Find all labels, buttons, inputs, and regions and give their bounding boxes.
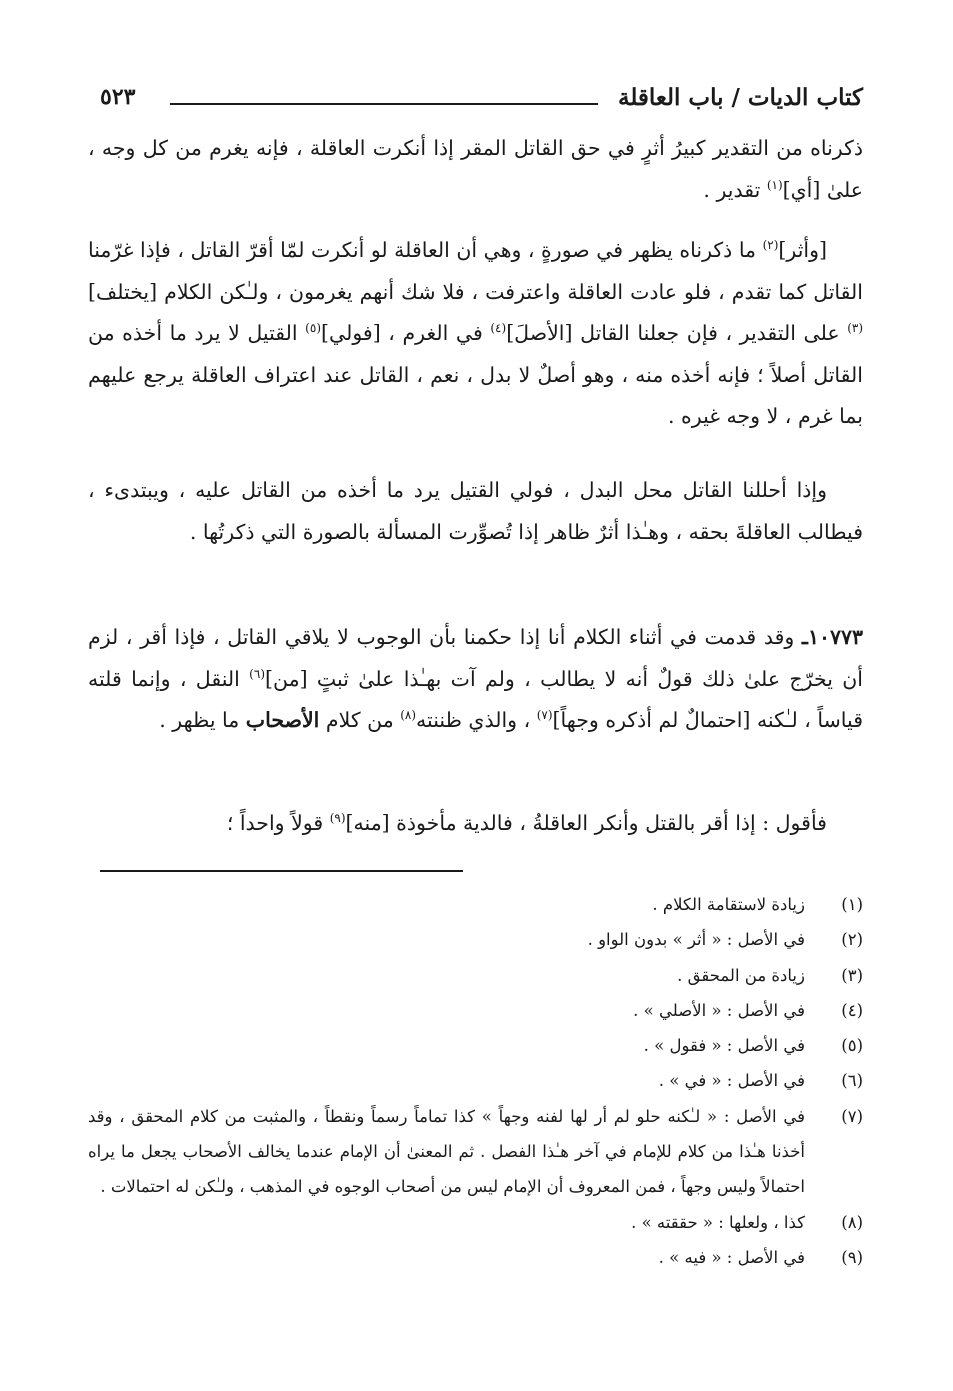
paragraph-2-text-b: ما ذكرناه يظهر في صورةٍ ، وهي أن العاقلة لو أنكرت لمّا أقرّ القاتل ، فإذا غرّمنا القاتل كما تقدم ، فلو عادت العاقلة واعترفت ، فلا شك أنهم يغرمون ، ولـٰكن الكلام [يختلف] <box>88 238 863 304</box>
footnotes <box>88 887 863 1275</box>
footnote-text: في الأصل : « الأصلي » . <box>633 1000 805 1020</box>
footnote-item <box>88 1063 863 1098</box>
footnote-ref-7: (٧) <box>536 708 553 723</box>
footnote-item <box>88 1099 863 1205</box>
page-number: ٥٢٣ <box>100 84 136 110</box>
running-header-title: كتاب الديات / باب العاقلة <box>617 84 863 111</box>
footnote-item <box>88 1240 863 1275</box>
footnote-number: (٤) <box>841 1000 863 1020</box>
footnote-number: (٩) <box>841 1247 863 1267</box>
footnote-text: في الأصل : « لـٰكنه حلو لم أر لها لفنه وجهاً » كذا تماماً رسماً ونقطاً ، والمثبت من كلام المحقق ، وقد أخذنا هـٰذا من كلام للإمام في آخر هـٰذا الفصل . ثم المعنىٰ أن الإمام عندما يخالف الأصحاب يجعل ما يراه احتمالاً وليس وجهاً ، فمن المعروف أن الإمام ليس من أصحاب الوجوه في المذهب ، ولـٰكن له احتمالات . <box>88 1106 805 1197</box>
footnote-ref-8: (٨) <box>400 708 417 723</box>
footnote-separator <box>100 870 463 872</box>
paragraph-2-text-c: على التقدير ، فإن جعلنا القاتل [الأصلَ] <box>506 321 848 345</box>
footnote-number: (٣) <box>841 965 863 985</box>
footnote-item <box>88 958 863 993</box>
paragraph-4-text-b: النقل ، وإنما قلته قياساً ، لـٰكنه [احتمالٌ لم أذكره وجهاً] <box>88 666 863 732</box>
paragraph-1-text-a: ذكرناه من التقدير كبيرُ أثرٍ في حق القاتل المقر إذا أنكرت العاقلة ، فإنه يغرم من كل وجه ، علىٰ [أي] <box>88 136 863 202</box>
header-rule <box>170 103 598 105</box>
footnote-number: (٥) <box>841 1036 863 1056</box>
paragraph-3: وإذا أحللنا القاتل محل البدل ، فولي القتيل يرد ما أخذه من القاتل عليه ، ويبتدىء ، فيطالب العاقلةَ بحقه ، وهـٰذا أثرٌ ظاهر إذا تُصوِّرت المسألة بالصورة التي ذكرتُها . <box>88 478 863 544</box>
footnote-text: زيادة لاستقامة الكلام . <box>652 895 805 914</box>
footnote-item <box>88 922 863 957</box>
paragraph-5 <box>88 803 863 845</box>
paragraph-1 <box>88 128 863 211</box>
footnote-text: كذا ، ولعلها : « حققته » . <box>631 1212 805 1232</box>
paragraph-4-text-a: وقد قدمت في أثناء الكلام أنا إذا حكمنا بأن الوجوب لا يلاقي القاتل ، فإذا أقر ، لزم أن يخرّج علىٰ ذلك قولٌ أنه لا يطالب ، ولم آت بهـٰذا علىٰ ثبتٍ [من] <box>88 625 863 691</box>
paragraph-2-text-e: القتيل لا يرد ما أخذه من القاتل أصلاً ؛ فإنه أخذه منه ، وهو أصلٌ لا بدل ، نعم ، القاتل عند اعتراف العاقلة يرجع عليهم بما غرم ، لا وجه غيره . <box>88 321 863 428</box>
footnote-ref-5: (٥) <box>305 321 321 336</box>
emphasized-term: الأصحاب <box>245 708 320 732</box>
footnote-number: (١) <box>841 895 863 914</box>
footnote-item <box>88 1028 863 1063</box>
footnote-ref-1: (١) <box>766 177 783 192</box>
footnote-number: (٨) <box>841 1212 863 1232</box>
footnote-number: (٧) <box>841 1106 863 1126</box>
footnote-text: في الأصل : « فقول » . <box>643 1036 805 1056</box>
footnote-text: في الأصل : « أثر » بدون الواو . <box>587 930 805 950</box>
footnote-item <box>88 887 863 922</box>
footnote-ref-3: (٣) <box>847 321 864 336</box>
paragraph-2-text-a: [وأثر] <box>778 238 827 262</box>
paragraph-2 <box>88 230 863 438</box>
footnote-item <box>88 1205 863 1240</box>
paragraph-1-text-b: تقدير . <box>703 177 767 202</box>
footnote-ref-2: (٢) <box>762 238 779 253</box>
paragraph-4-text-c: ، والذي ظننته <box>416 708 537 732</box>
issue-number: ١٠٧٧٣ـ <box>801 625 863 649</box>
paragraph-4-text-e: ما يظهر . <box>159 708 246 732</box>
footnote-item <box>88 993 863 1028</box>
footnote-text: في الأصل : « في » . <box>658 1071 805 1091</box>
footnote-text: زيادة من المحقق . <box>677 965 805 985</box>
footnote-text: في الأصل : « فيه » . <box>658 1247 805 1267</box>
footnote-number: (٢) <box>841 930 863 950</box>
paragraph-5-text-a: فأقول : إذا أقر بالقتل وأنكر العاقلةُ ، فالدية مأخوذة [منه] <box>345 811 827 835</box>
footnote-number: (٦) <box>841 1071 863 1091</box>
paragraph-4-text-d: من كلام <box>319 708 401 732</box>
footnote-ref-6: (٦) <box>249 666 265 681</box>
footnote-ref-9: (٩) <box>329 811 346 826</box>
paragraph-2-text-d: في الغرم ، [فولي] <box>321 321 491 345</box>
paragraph-5-text-b: قولاً واحداً ؛ <box>226 811 330 835</box>
footnote-ref-4: (٤) <box>490 321 507 336</box>
paragraph-4 <box>88 617 863 742</box>
